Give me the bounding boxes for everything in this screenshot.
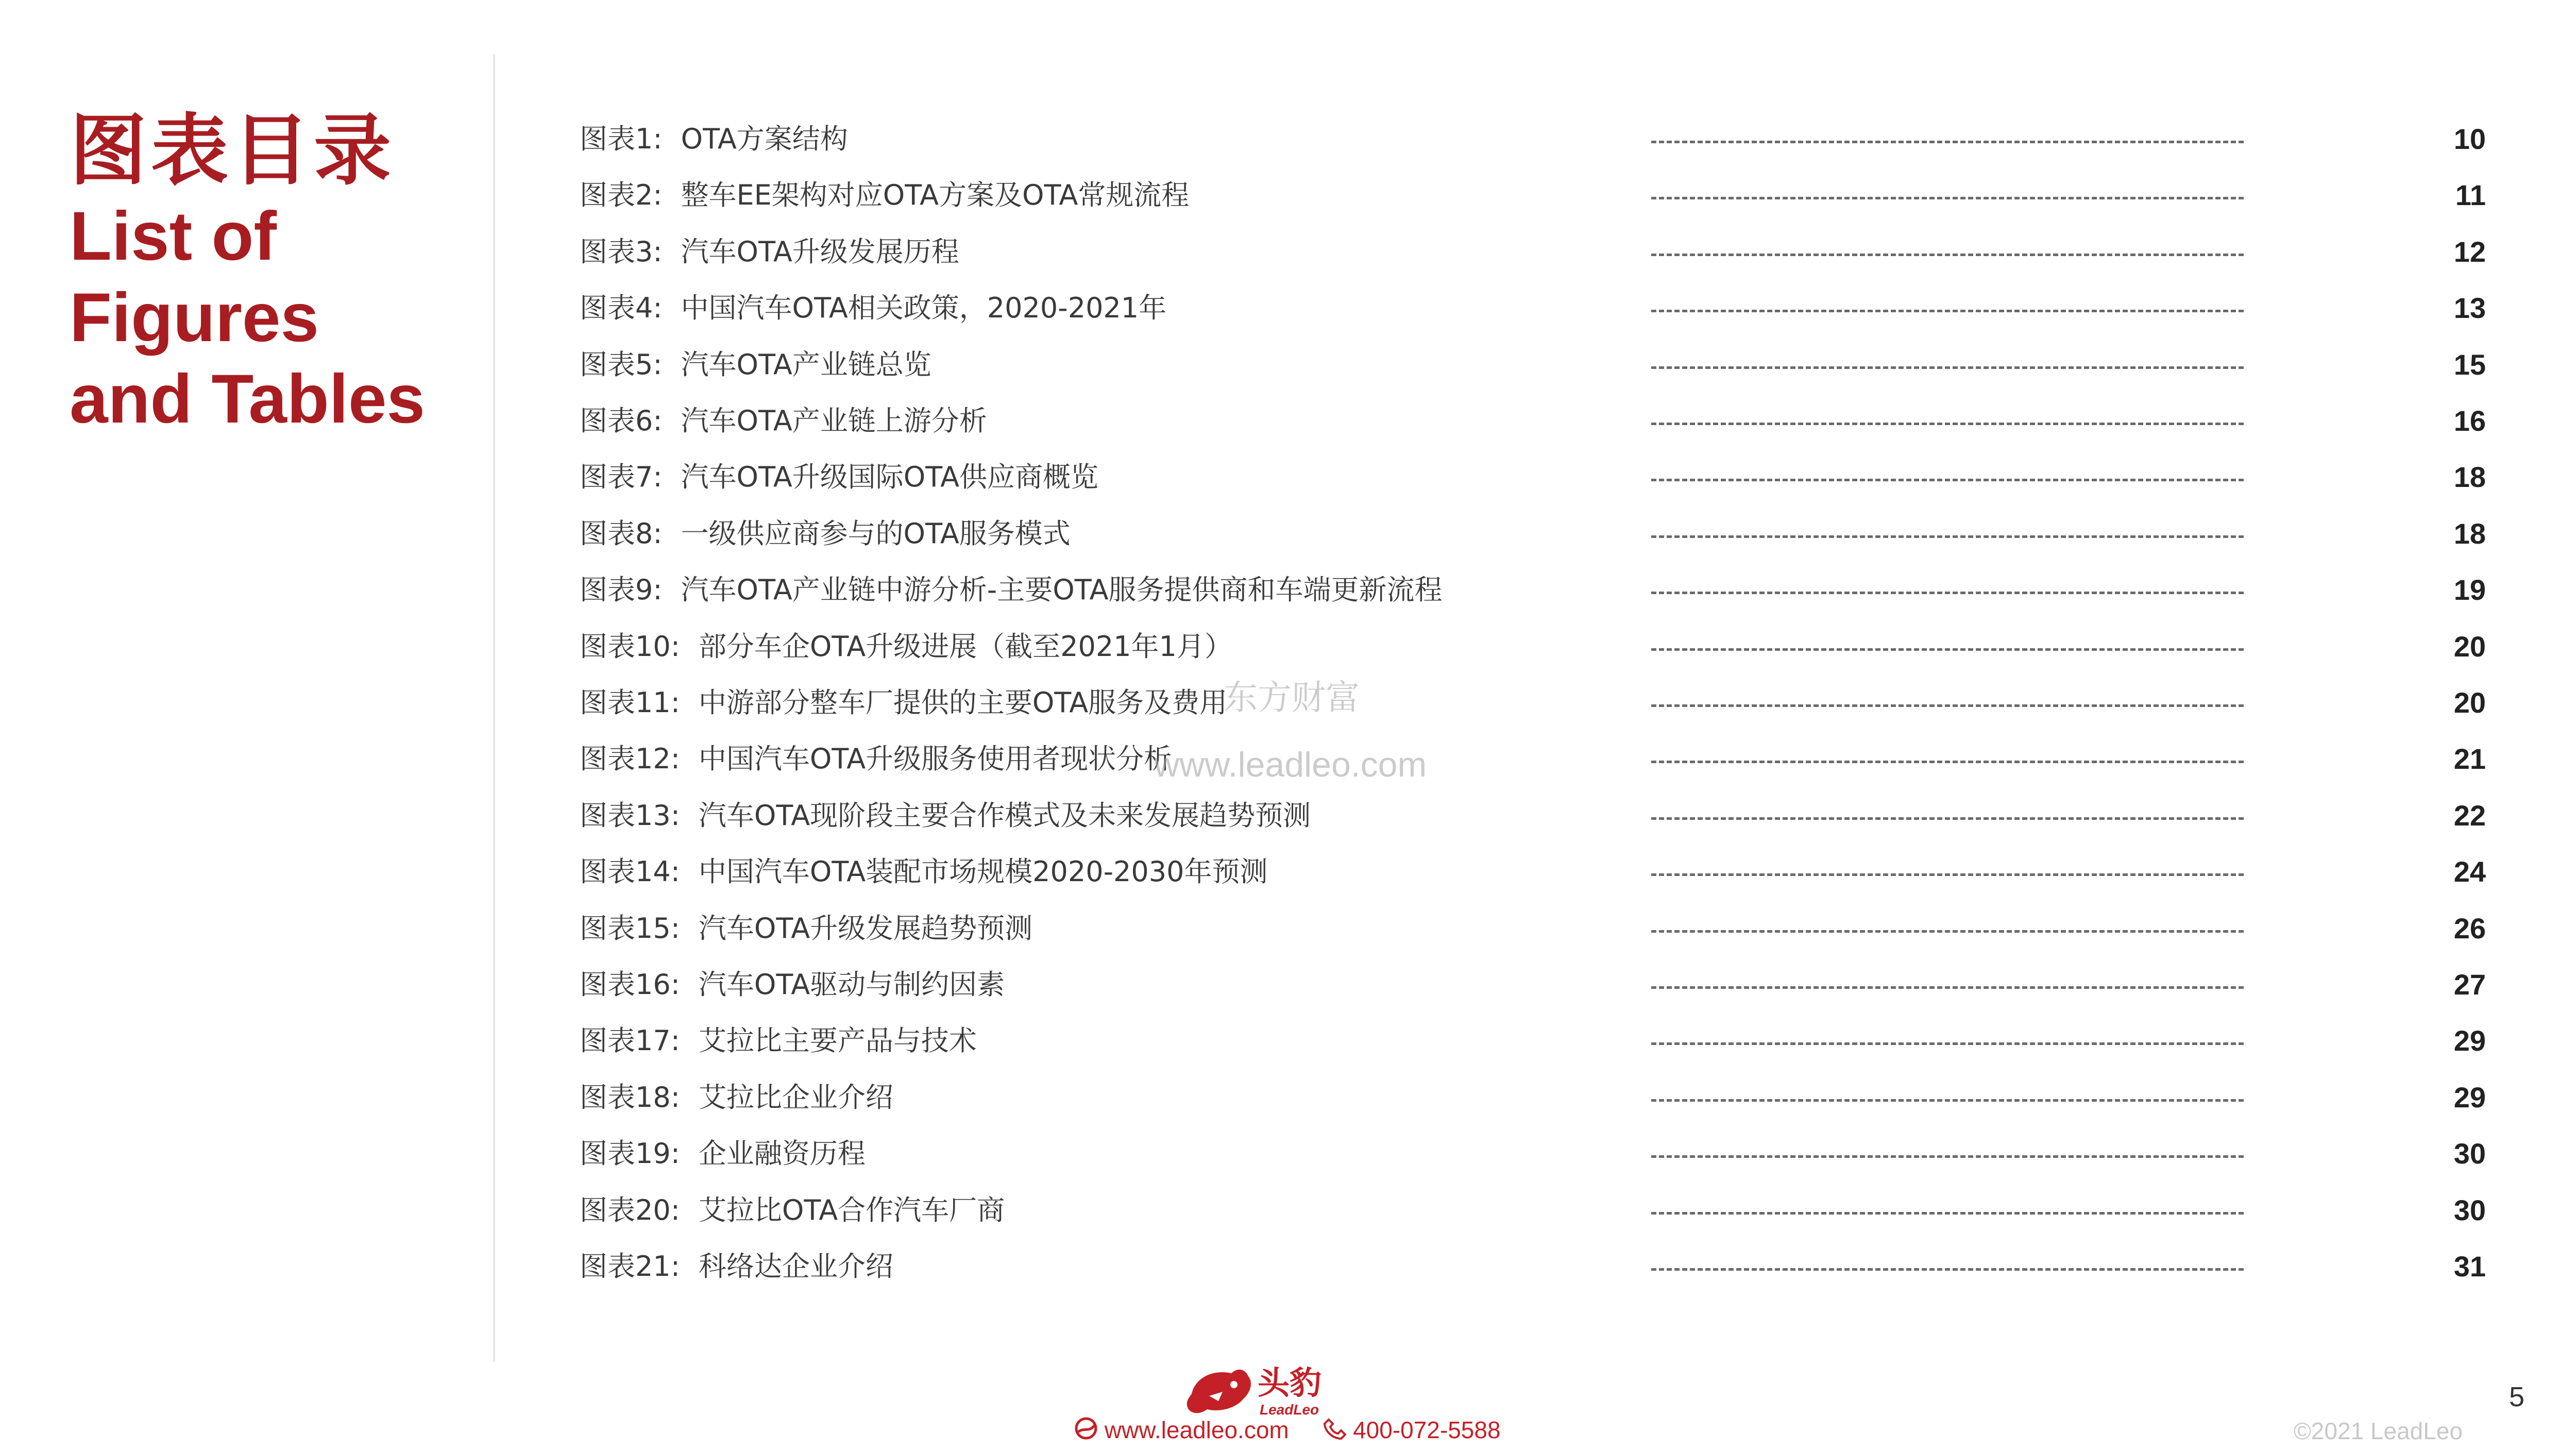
toc-leader-dashes xyxy=(1651,479,2244,481)
toc-figure-title: 艾拉比OTA合作汽车厂商 xyxy=(698,1193,1005,1226)
toc-page-number: 16 xyxy=(2453,405,2486,437)
toc-figure-title: 中国汽车OTA相关政策，2020-2021年 xyxy=(681,292,1167,325)
toc-row[interactable] xyxy=(580,962,2486,1013)
toc-figure-title: 汽车OTA产业链上游分析 xyxy=(681,405,987,437)
toc-page-number: 15 xyxy=(2453,348,2486,381)
toc-leader-dashes xyxy=(1651,310,2244,312)
heading-zh: 图表目录 xyxy=(70,107,396,194)
toc-entry xyxy=(580,962,1005,1008)
toc-figure-number: 图表21: xyxy=(580,1250,680,1283)
toc-row[interactable] xyxy=(580,1187,2486,1239)
copyright-text: ©2021 LeadLeo xyxy=(2293,1418,2463,1444)
toc-page-number: 29 xyxy=(2453,1024,2486,1057)
toc-figure-number: 图表13: xyxy=(580,799,680,832)
toc-page-number: 31 xyxy=(2453,1250,2486,1283)
toc-row[interactable] xyxy=(580,511,2486,562)
toc-row[interactable] xyxy=(580,1243,2486,1295)
vertical-divider xyxy=(493,54,495,1362)
footer-contact xyxy=(1074,1414,1501,1447)
heading-en-line1: List of xyxy=(70,198,277,275)
toc-row[interactable] xyxy=(580,1131,2486,1182)
toc-leader-dashes xyxy=(1651,930,2244,933)
toc-figure-title: OTA方案结构 xyxy=(681,123,848,155)
toc-leader-dashes xyxy=(1651,761,2244,763)
toc-entry xyxy=(580,454,1098,500)
toc-row[interactable] xyxy=(580,736,2486,787)
toc-page-number: 19 xyxy=(2453,574,2486,606)
toc-figure-number: 图表19: xyxy=(580,1137,680,1170)
toc-leader-dashes xyxy=(1651,1268,2244,1271)
toc-row[interactable] xyxy=(580,1074,2486,1126)
toc-entry xyxy=(580,116,848,162)
footer-phone: 400-072-5588 xyxy=(1353,1417,1501,1443)
toc-row[interactable] xyxy=(580,680,2486,731)
toc-page-number: 27 xyxy=(2453,968,2486,1001)
toc-figure-number: 图表16: xyxy=(580,968,680,1001)
toc-page-number: 30 xyxy=(2453,1193,2486,1226)
toc-leader-dashes xyxy=(1651,366,2244,369)
toc-leader-dashes xyxy=(1651,141,2244,143)
toc-figure-number: 图表3: xyxy=(580,235,663,268)
toc-page-number: 18 xyxy=(2453,517,2486,550)
toc-leader-dashes xyxy=(1651,423,2244,425)
toc-page-number: 22 xyxy=(2453,799,2486,832)
toc-figure-title: 一级供应商参与的OTA服务模式 xyxy=(681,517,1071,550)
toc-entry xyxy=(580,1131,866,1177)
logo-subtext: LeadLeo xyxy=(1260,1402,1319,1418)
heading-en-line2: Figures xyxy=(70,279,319,356)
footer-website-link[interactable]: www.leadleo.com xyxy=(1104,1417,1289,1443)
toc-figure-title: 中国汽车OTA升级服务使用者现状分析 xyxy=(698,743,1172,776)
toc-leader-dashes xyxy=(1651,197,2244,199)
phone-icon xyxy=(1323,1417,1346,1447)
toc-row[interactable] xyxy=(580,849,2486,900)
toc-page-number: 11 xyxy=(2455,179,2486,212)
toc-entry xyxy=(580,229,959,275)
toc-figure-number: 图表4: xyxy=(580,292,663,325)
toc-leader-dashes xyxy=(1651,254,2244,256)
toc-row[interactable] xyxy=(580,567,2486,618)
toc-entry xyxy=(580,793,1311,839)
toc-figure-title: 汽车OTA升级国际OTA供应商概览 xyxy=(681,461,1099,494)
logo-text: 头豹 xyxy=(1258,1364,1322,1402)
toc-entry xyxy=(580,511,1071,557)
toc-leader-dashes xyxy=(1651,535,2244,538)
toc-page-number: 26 xyxy=(2453,912,2486,945)
toc-figure-number: 图表6: xyxy=(580,405,663,437)
toc-row[interactable] xyxy=(580,793,2486,844)
toc-entry xyxy=(580,342,931,388)
toc-figure-number: 图表9: xyxy=(580,574,663,606)
toc-figure-title: 艾拉比主要产品与技术 xyxy=(698,1024,977,1057)
toc-leader-dashes xyxy=(1651,1212,2244,1215)
toc-row[interactable] xyxy=(580,905,2486,957)
heading-en-line3: and Tables xyxy=(70,361,426,437)
toc-entry xyxy=(580,624,1232,670)
toc-row[interactable] xyxy=(580,285,2486,336)
toc-page-number: 10 xyxy=(2453,123,2486,155)
toc-figure-number: 图表10: xyxy=(580,630,680,663)
toc-row[interactable] xyxy=(580,116,2486,167)
toc-entry xyxy=(580,285,1166,331)
toc-entry xyxy=(580,1074,893,1121)
toc-entry xyxy=(580,1243,893,1290)
toc-leader-dashes xyxy=(1651,817,2244,820)
toc-figure-title: 汽车OTA产业链中游分析-主要OTA服务提供商和车端更新流程 xyxy=(681,574,1443,606)
toc-page-number: 24 xyxy=(2453,855,2486,888)
toc-leader-dashes xyxy=(1651,648,2244,651)
toc-figure-title: 艾拉比企业介绍 xyxy=(698,1081,893,1114)
toc-page-number: 20 xyxy=(2453,630,2486,663)
toc-figure-number: 图表7: xyxy=(580,461,663,494)
toc-page-number: 30 xyxy=(2453,1137,2486,1170)
toc-figure-title: 汽车OTA升级发展历程 xyxy=(681,235,959,268)
toc-figure-title: 汽车OTA现阶段主要合作模式及未来发展趋势预测 xyxy=(698,799,1311,832)
toc-entry xyxy=(580,567,1443,613)
toc-figure-number: 图表11: xyxy=(580,686,680,719)
toc-figure-number: 图表15: xyxy=(580,912,680,945)
toc-leader-dashes xyxy=(1651,1042,2244,1045)
toc-figure-number: 图表20: xyxy=(580,1193,680,1226)
toc-page-number: 12 xyxy=(2453,235,2486,268)
toc-figure-title: 企业融资历程 xyxy=(698,1137,866,1170)
toc-row[interactable] xyxy=(580,454,2486,506)
toc-entry xyxy=(580,736,1172,782)
toc-page-number: 18 xyxy=(2453,461,2486,494)
toc-figure-number: 图表12: xyxy=(580,743,680,776)
toc-figure-title: 整车EE架构对应OTA方案及OTA常规流程 xyxy=(681,179,1190,212)
toc-leader-dashes xyxy=(1651,592,2244,594)
toc-figure-title: 科络达企业介绍 xyxy=(698,1250,893,1283)
toc-entry xyxy=(580,398,987,444)
toc-figure-number: 图表5: xyxy=(580,348,663,381)
toc-page-number: 13 xyxy=(2453,292,2486,325)
toc-row[interactable] xyxy=(580,342,2486,393)
toc-figure-title: 中游部分整车厂提供的主要OTA服务及费用 xyxy=(698,686,1228,719)
toc-row[interactable] xyxy=(580,398,2486,449)
toc-leader-dashes xyxy=(1651,1099,2244,1102)
toc-figure-number: 图表14: xyxy=(580,855,680,888)
toc-entry xyxy=(580,172,1189,218)
toc-figure-title: 汽车OTA升级发展趋势预测 xyxy=(698,912,1033,945)
toc-entry xyxy=(580,1187,1005,1234)
toc-row[interactable] xyxy=(580,229,2486,280)
toc-row[interactable] xyxy=(580,624,2486,675)
toc-figure-title: 汽车OTA驱动与制约因素 xyxy=(698,968,1005,1001)
toc-figure-title: 部分车企OTA升级进展（截至2021年1月） xyxy=(698,630,1232,663)
toc-leader-dashes xyxy=(1651,704,2244,707)
watermark-text: 东方财富 xyxy=(1224,678,1360,716)
toc-leader-dashes xyxy=(1651,986,2244,989)
toc-figure-title: 中国汽车OTA装配市场规模2020-2030年预测 xyxy=(698,855,1268,888)
toc-figure-number: 图表1: xyxy=(580,123,663,155)
toc-figure-number: 图表8: xyxy=(580,517,663,550)
toc-entry xyxy=(580,1018,977,1064)
toc-entry xyxy=(580,680,1227,726)
toc-leader-dashes xyxy=(1651,873,2244,876)
toc-entry xyxy=(580,905,1032,952)
toc-page-number: 21 xyxy=(2453,743,2486,776)
toc-page-number: 29 xyxy=(2453,1081,2486,1114)
page-number: 5 xyxy=(2509,1381,2524,1412)
toc-row[interactable] xyxy=(580,1018,2486,1069)
toc-figure-number: 图表17: xyxy=(580,1024,680,1057)
toc-figure-number: 图表2: xyxy=(580,179,663,212)
toc-row[interactable] xyxy=(580,172,2486,224)
toc-figure-number: 图表18: xyxy=(580,1081,680,1114)
toc-page-number: 20 xyxy=(2453,686,2486,719)
page-heading xyxy=(70,106,425,440)
watermark-url: www.leadleo.com xyxy=(1154,745,1427,784)
globe-icon xyxy=(1074,1417,1098,1447)
toc-entry xyxy=(580,849,1267,895)
toc-leader-dashes xyxy=(1651,1155,2244,1158)
toc-figure-title: 汽车OTA产业链总览 xyxy=(681,348,931,381)
